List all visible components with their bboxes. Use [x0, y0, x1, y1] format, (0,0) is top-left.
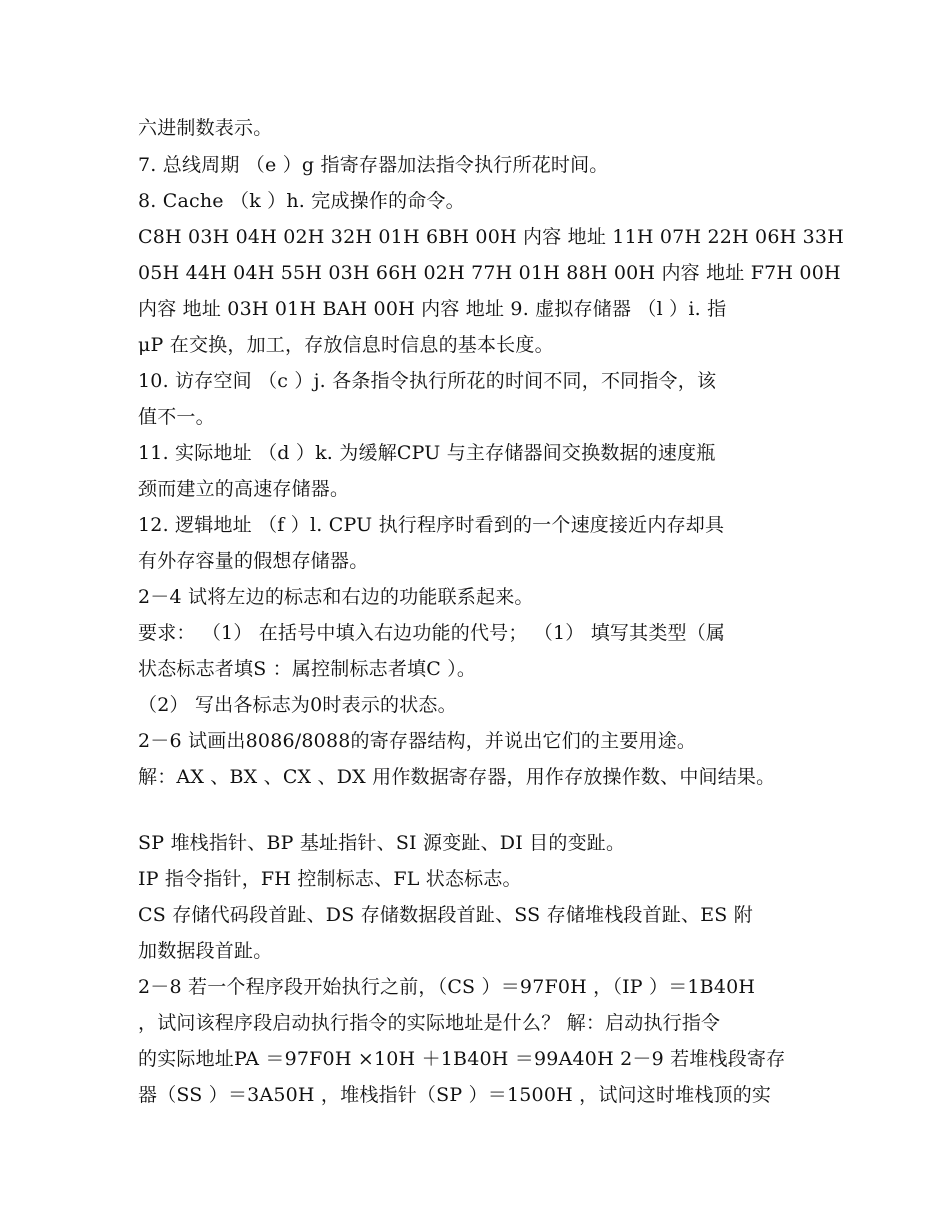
text-line: 05H 44H 04H 55H 03H 66H 02H 77H 01H 88H 00H 内容 地址 F7H 00H: [138, 262, 841, 284]
text-line: 解：AX 、BX 、CX 、DX 用作数据寄存器，用作存放操作数、中间结果。: [138, 766, 776, 788]
text-line: 六进制数表示。: [138, 117, 273, 139]
text-line: 10. 访存空间 （c ）j. 各条指令执行所花的时间不同，不同指令，该: [138, 370, 717, 392]
text-line: μP 在交换，加工，存放信息时信息的基本长度。: [138, 334, 554, 356]
text-line: ，试问该程序段启动执行指令的实际地址是什么？ 解：启动执行指令: [138, 1012, 721, 1034]
text-line: 的实际地址PA ＝97F0H ×10H ＋1B40H ＝99A40H 2－9 若堆栈段寄存: [138, 1048, 786, 1070]
text-line: 值不一。: [138, 406, 215, 428]
text-line: 要求： （1） 在括号中填入右边功能的代号； （1） 填写其类型（属: [138, 622, 726, 644]
text-line: 2－8 若一个程序段开始执行之前，（CS ）＝97F0H ，（IP ）＝1B40H: [138, 976, 756, 998]
text-line: 2－4 试将左边的标志和右边的功能联系起来。: [138, 586, 534, 608]
text-line: 11. 实际地址 （d ）k. 为缓解CPU 与主存储器间交换数据的速度瓶: [138, 442, 716, 464]
text-line: 8. Cache （k ）h. 完成操作的命令。: [138, 190, 465, 212]
text-line: 2－6 试画出8086/8088的寄存器结构，并说出它们的主要用途。: [138, 730, 697, 752]
text-line: 7. 总线周期 （e ）g 指寄存器加法指令执行所花时间。: [138, 154, 609, 176]
text-line: 颈而建立的高速存储器。: [138, 478, 350, 500]
text-line: 器（SS ）＝3A50H ，堆栈指针（SP ）＝1500H ，试问这时堆栈顶的实: [138, 1084, 772, 1106]
text-line: SP 堆栈指针、BP 基址指针、SI 源变趾、DI 目的变趾。: [138, 832, 626, 854]
text-line: （2） 写出各标志为0时表示的状态。: [138, 694, 457, 716]
text-line: 12. 逻辑地址 （f ）l. CPU 执行程序时看到的一个速度接近内存却具: [138, 514, 725, 536]
text-line: 有外存容量的假想存储器。: [138, 550, 369, 572]
text-line: 加数据段首趾。: [138, 940, 273, 962]
text-line: IP 指令指针，FH 控制标志、FL 状态标志。: [138, 868, 522, 890]
text-line: C8H 03H 04H 02H 32H 01H 6BH 00H 内容 地址 11H 07H 22H 06H 33H: [138, 226, 844, 248]
text-line: 状态标志者填S ：属控制标志者填C ）。: [138, 658, 477, 680]
text-line: CS 存储代码段首趾、DS 存储数据段首趾、SS 存储堆栈段首趾、ES 附: [138, 904, 753, 926]
text-line: 内容 地址 03H 01H BAH 00H 内容 地址 9. 虚拟存储器 （l ）i. 指: [138, 298, 727, 320]
